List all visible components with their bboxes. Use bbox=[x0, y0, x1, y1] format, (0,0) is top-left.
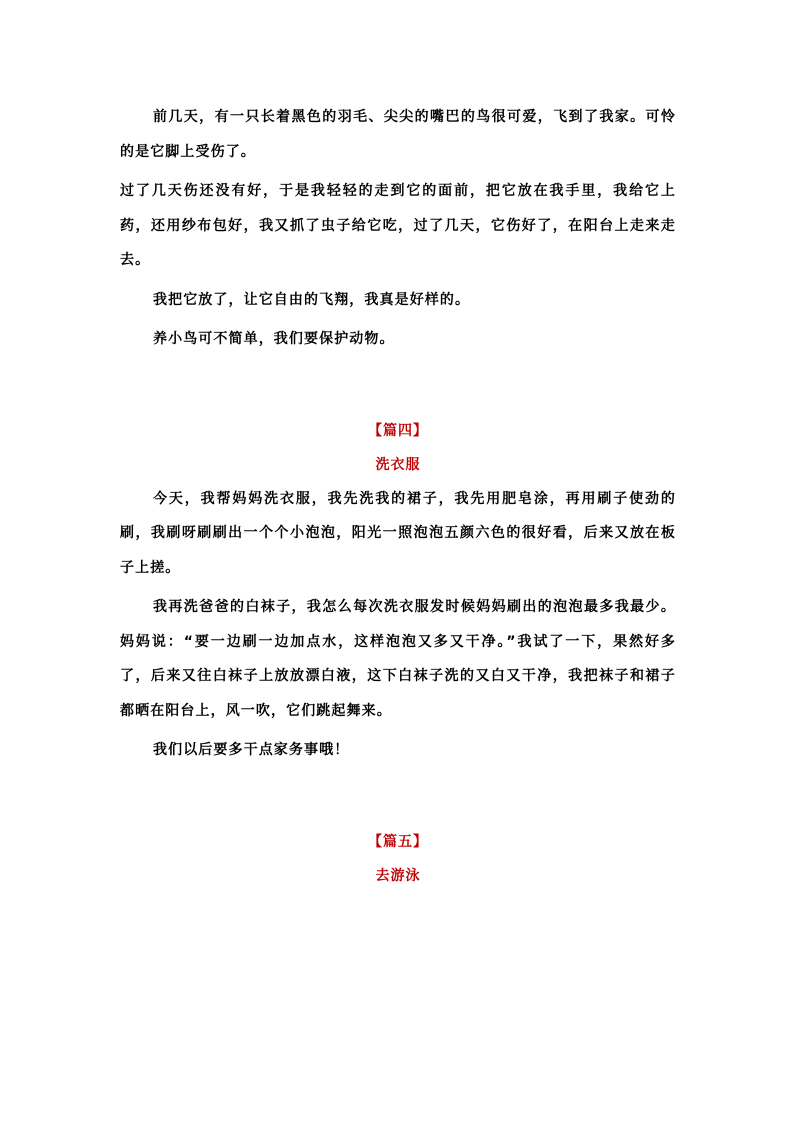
document-content bbox=[120, 100, 676, 893]
section-spacer bbox=[120, 773, 676, 825]
section4-title: 洗衣服 bbox=[375, 456, 421, 473]
section5-title: 去游泳 bbox=[375, 867, 421, 884]
section3-paragraph-3: 我把它放了，让它自由的飞翔，我真是好样的。 bbox=[153, 291, 471, 308]
section-spacer bbox=[120, 362, 676, 414]
section3-paragraph-4: 养小鸟可不简单，我们要保护动物。 bbox=[153, 331, 395, 347]
section4-paragraph-2: 我再洗爸爸的白袜子，我怎么每次洗衣服发时候妈妈刷出的泡泡最多我最少。妈妈说：“要一边刷一边加点水，这样泡泡又多又干净。”我试了一下，果然好多了，后来又往白袜子上放放漂白液，这下白袜子洗的又白又干净，我把袜子和裙子都晒在阳台上，风一吹，它们跳起舞来。 bbox=[120, 599, 676, 719]
section3-paragraph-2: 过了几天伤还没有好，于是我轻轻的走到它的面前，把它放在我手里，我给它上药，还用纱布包好，我又抓了虫子给它吃，过了几天，它伤好了，在阳台上走来走去。 bbox=[120, 183, 676, 268]
section5-label: 【篇五】 bbox=[368, 833, 428, 850]
section4-paragraph-1: 今天，我帮妈妈洗衣服，我先洗我的裙子，我先用肥皂涂，再用刷子使劲的刷，我刷呀刷刷出一个个小泡泡，阳光一照泡泡五颜六色的很好看，后来又放在板子上搓。 bbox=[120, 490, 676, 576]
section4-paragraph-3: 我们以后要多干点家务事哦！ bbox=[153, 742, 350, 758]
section3-paragraph-1: 前几天，有一只长着黑色的羽毛、尖尖的嘴巴的鸟很可爱，飞到了我家。可怜的是它脚上受伤了。 bbox=[120, 109, 676, 160]
section4-label: 【篇四】 bbox=[368, 422, 428, 439]
